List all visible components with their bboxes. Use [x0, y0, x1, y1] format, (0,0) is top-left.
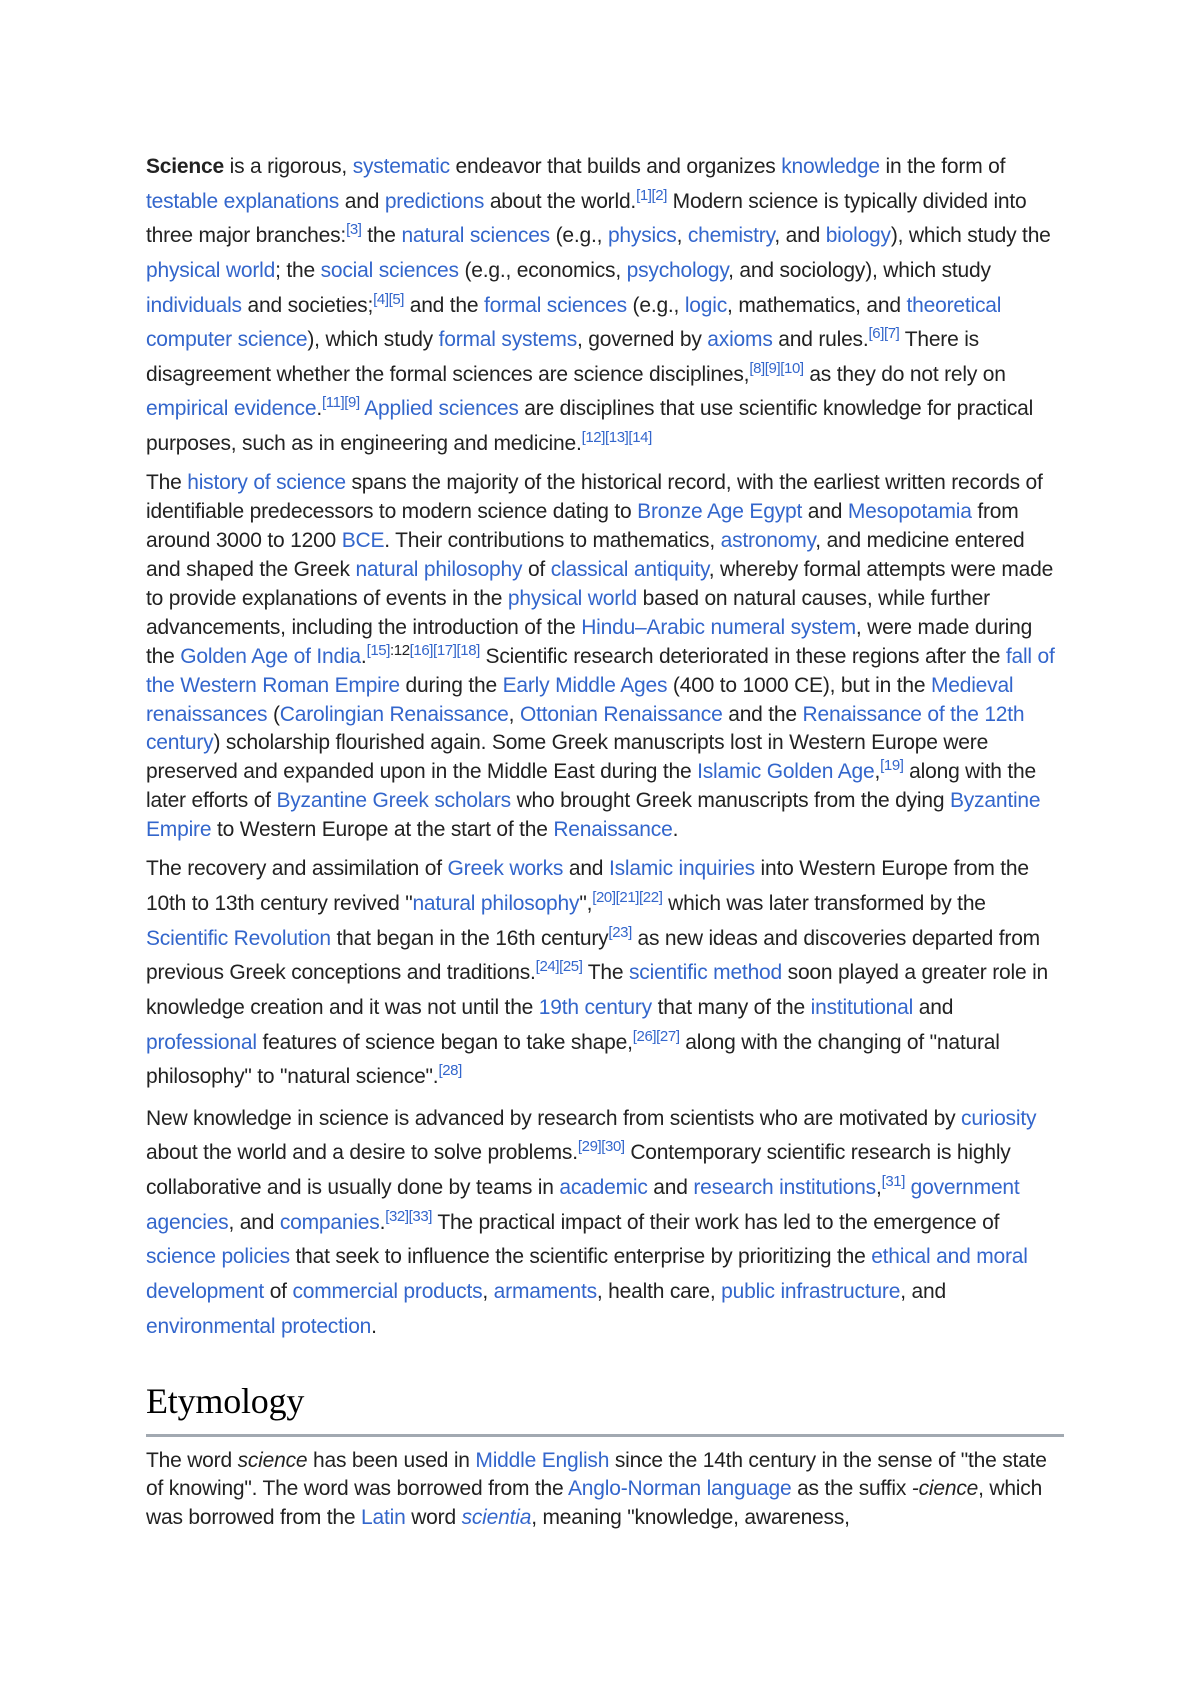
- text-run: , and: [900, 1280, 946, 1304]
- link-institutional[interactable]: institutional: [810, 995, 914, 1019]
- text-run: .: [316, 397, 322, 421]
- link-latin[interactable]: Latin: [361, 1506, 406, 1530]
- link-applied-sciences[interactable]: Applied sciences: [364, 397, 519, 421]
- link-anglo-norman-language[interactable]: Anglo-Norman language: [567, 1477, 792, 1501]
- link-professional[interactable]: professional: [146, 1030, 257, 1054]
- link-axioms[interactable]: axioms: [707, 328, 773, 352]
- link-byzantine-greek-scholars[interactable]: Byzantine Greek scholars: [276, 789, 511, 813]
- text-run: ,: [676, 224, 688, 248]
- link-commercial-products[interactable]: commercial products: [292, 1280, 483, 1304]
- link-biology[interactable]: biology: [825, 224, 891, 248]
- link-psychology[interactable]: psychology: [626, 258, 729, 282]
- text-run: endeavor that builds and organizes: [449, 155, 782, 178]
- article-intro: [146, 150, 1064, 1344]
- citation-ref[interactable]: [11][9]: [321, 394, 360, 412]
- citation-ref[interactable]: [4][5]: [373, 290, 405, 308]
- link-social-sciences[interactable]: social sciences: [320, 258, 459, 282]
- citation-ref[interactable]: [367, 642, 410, 659]
- text-run: (400 to 1000 CE), but in the: [667, 673, 931, 697]
- italic-term: science: [237, 1448, 308, 1472]
- link-physics[interactable]: physics: [607, 224, 677, 248]
- link-classical-antiquity[interactable]: classical antiquity: [550, 557, 709, 581]
- text-run: There is disagreement whether the formal sciences are science disciplines,: [146, 328, 979, 386]
- text-run: (e.g., economics,: [458, 258, 627, 282]
- lead-term: Science: [146, 155, 224, 178]
- text-run: into Western Europe from the 10th to 13th century revived ": [146, 857, 1029, 915]
- citation-ref[interactable]: [19]: [880, 757, 904, 775]
- text-run: (e.g.,: [550, 224, 608, 248]
- text-run: about the world and a desire to solve problems.: [146, 1141, 578, 1165]
- text-run: The: [582, 961, 629, 985]
- text-run: and: [913, 995, 954, 1019]
- link-history-of-science[interactable]: history of science: [187, 470, 346, 494]
- paragraph-p1: [146, 150, 1064, 462]
- citation-ref[interactable]: [26][27]: [632, 1027, 680, 1045]
- link-early-middle-ages[interactable]: Early Middle Ages: [502, 673, 668, 697]
- text-run: .: [379, 1210, 386, 1234]
- citation-ref-number[interactable]: [15]: [366, 641, 390, 659]
- text-run: , and: [774, 224, 826, 248]
- text-run: The practical impact of their work has led to the emergence of: [432, 1210, 1000, 1234]
- text-run: , governed by: [577, 328, 708, 352]
- text-run: Contemporary scientific research is highly collaborative and is usually done by teams in: [146, 1141, 1011, 1200]
- link-golden-age-of-india[interactable]: Golden Age of India: [180, 644, 361, 668]
- text-run: ) scholarship flourished again. Some Greek manuscripts lost in Western Europe were preserved and expanded upon in the Middle East during the: [146, 731, 989, 784]
- link-islamic-golden-age[interactable]: Islamic Golden Age: [697, 760, 875, 784]
- link-physical-world[interactable]: physical world: [507, 586, 637, 610]
- citation-ref[interactable]: [16][17][18]: [409, 641, 480, 659]
- link-environmental-protection[interactable]: environmental protection: [146, 1314, 372, 1338]
- link-islamic-inquiries[interactable]: Islamic inquiries: [608, 857, 755, 881]
- citation-ref[interactable]: [32][33]: [385, 1207, 433, 1225]
- citation-ref[interactable]: [3]: [346, 221, 362, 239]
- text-run: and the: [722, 702, 803, 726]
- text-run: features of science began to take shape,: [256, 1030, 633, 1054]
- text-run: spans the majority of the historical record, with the earliest written records of identifiable predecessors to modern science dating to: [146, 470, 1043, 523]
- text-run: .: [672, 818, 679, 842]
- link-natural-philosophy[interactable]: natural philosophy: [355, 557, 523, 581]
- link-ottonian-renaissance[interactable]: Ottonian Renaissance: [519, 702, 723, 726]
- text-run: is a rigorous,: [224, 155, 353, 178]
- paragraph-p3: [146, 852, 1064, 1094]
- paragraph-p4: [146, 1102, 1064, 1344]
- link-formal-systems[interactable]: formal systems: [438, 328, 577, 352]
- citation-ref[interactable]: [23]: [608, 923, 632, 941]
- text-run: ), which study the: [890, 224, 1051, 248]
- link-research-institutions[interactable]: research institutions: [693, 1176, 876, 1200]
- text-run: and the: [404, 293, 485, 317]
- link-renaissance[interactable]: Renaissance: [553, 818, 673, 842]
- text-run: The recovery and assimilation of: [146, 857, 448, 881]
- section-etymology: [146, 1380, 1064, 1533]
- link-hindu-arabic-numeral-system[interactable]: Hindu–Arabic numeral system: [581, 615, 856, 639]
- text-run: that many of the: [651, 995, 811, 1019]
- text-run: . Their contributions to mathematics,: [384, 528, 721, 552]
- link-armaments[interactable]: armaments: [493, 1280, 597, 1304]
- link-medieval-renaissances[interactable]: Medieval renaissances: [146, 673, 1014, 726]
- link-renaissance-of-the-12th-century[interactable]: Renaissance of the 12th century: [146, 702, 1025, 755]
- text-run: , and medicine entered and shaped the Greek: [146, 528, 1025, 581]
- text-run: ,: [482, 1280, 494, 1304]
- link-science-policies[interactable]: science policies: [146, 1245, 290, 1269]
- text-run: as new ideas and discoveries departed from previous Greek conceptions and traditions.: [146, 926, 1040, 985]
- text-run: and: [339, 189, 385, 213]
- text-run: Scientific research deteriorated in these regions after the: [479, 644, 1006, 668]
- text-run: who brought Greek manuscripts from the dying: [510, 789, 950, 813]
- text-run: word: [405, 1506, 462, 1530]
- text-run: from around 3000 to 1200: [146, 499, 1019, 552]
- text-run: about the world.: [484, 189, 637, 213]
- text-run: ,: [508, 702, 520, 726]
- text-run: since the 14th century in the sense of "the state of knowing". The word was borrowed from the: [146, 1448, 1047, 1501]
- text-run: along with the changing of "natural philosophy" to "natural science".: [146, 1030, 1000, 1089]
- text-run: as they do not rely on: [803, 362, 1006, 386]
- citation-ref[interactable]: [12][13][14]: [581, 429, 652, 447]
- link-chemistry[interactable]: chemistry: [687, 224, 775, 248]
- link-government-agencies[interactable]: government agencies: [146, 1176, 1020, 1234]
- link-formal-sciences[interactable]: formal sciences: [484, 293, 627, 317]
- citation-ref[interactable]: [28]: [438, 1062, 462, 1080]
- text-run: of: [522, 557, 551, 581]
- italic-term: -cience: [911, 1477, 979, 1501]
- text-run: soon played a greater role in knowledge creation and it was not until the: [146, 961, 1049, 1019]
- text-run: , and sociology), which study: [728, 258, 991, 282]
- link-scientific-method[interactable]: scientific method: [629, 961, 783, 985]
- text-run: during the: [399, 673, 503, 697]
- text-run: ,: [875, 1176, 882, 1200]
- text-run: The word: [146, 1448, 238, 1472]
- link-middle-english[interactable]: Middle English: [475, 1448, 610, 1472]
- text-run: , health care,: [596, 1280, 722, 1304]
- text-run: and: [802, 499, 848, 523]
- link-egypt[interactable]: Egypt: [749, 499, 803, 523]
- link-testable-explanations[interactable]: testable explanations: [146, 189, 340, 213]
- link-logic[interactable]: logic: [684, 293, 728, 317]
- text-run: (: [267, 702, 280, 726]
- link-scientific-revolution[interactable]: Scientific Revolution: [146, 926, 331, 950]
- citation-ref[interactable]: [8][9][10]: [749, 359, 804, 377]
- link-curiosity[interactable]: curiosity: [961, 1106, 1037, 1130]
- link-natural-philosophy[interactable]: natural philosophy: [412, 892, 580, 915]
- text-run: are disciplines that use scientific knowledge for practical purposes, such as in engineering and medicine.: [146, 397, 1034, 456]
- link-public-infrastructure[interactable]: public infrastructure: [721, 1280, 901, 1304]
- text-run: that seek to influence the scientific enterprise by prioritizing the: [289, 1245, 872, 1269]
- text-run: and: [647, 1176, 694, 1200]
- link-bronze-age[interactable]: Bronze Age: [637, 499, 744, 523]
- text-run: , which was borrowed from the: [146, 1477, 1043, 1530]
- text-run: and: [563, 857, 609, 881]
- text-run: that began in the 16th century: [330, 926, 609, 950]
- link-predictions[interactable]: predictions: [384, 189, 485, 213]
- text-run: of: [264, 1280, 293, 1304]
- link-carolingian-renaissance[interactable]: Carolingian Renaissance: [279, 702, 509, 726]
- citation-ref[interactable]: [24][25]: [535, 958, 583, 976]
- text-run: ,: [874, 760, 881, 784]
- article-body: [146, 150, 1064, 1540]
- section-heading-etymology: Etymology: [146, 1380, 1064, 1436]
- section-etymology-body: [146, 1447, 1064, 1534]
- link-ethical-and-moral-development[interactable]: ethical and moral development: [146, 1245, 1028, 1304]
- text-run: has been used in: [307, 1448, 476, 1472]
- text-run: and societies;: [241, 293, 374, 317]
- paragraph-p2: [146, 469, 1064, 846]
- text-run: along with the later efforts of: [146, 760, 1036, 813]
- text-run: which was later transformed by the: [662, 892, 986, 915]
- text-run: ), which study: [307, 328, 439, 352]
- link-academic[interactable]: academic: [559, 1176, 648, 1200]
- citation-ref[interactable]: [31]: [881, 1173, 905, 1191]
- link-19th-century[interactable]: 19th century: [538, 995, 652, 1019]
- citation-page-number: :12: [389, 641, 410, 659]
- link-scientia[interactable]: scientia: [461, 1506, 532, 1530]
- citation-ref[interactable]: [6][7]: [868, 325, 900, 343]
- link-empirical-evidence[interactable]: empirical evidence: [146, 397, 317, 421]
- text-run: the: [361, 224, 402, 248]
- text-run: as the suffix: [791, 1477, 912, 1501]
- link-theoretical-computer-science[interactable]: theoretical computer science: [146, 293, 1002, 352]
- text-run: and rules.: [772, 328, 869, 352]
- link-systematic[interactable]: systematic: [352, 155, 450, 178]
- text-run: , and: [228, 1210, 280, 1234]
- citation-ref[interactable]: [20][21][22]: [592, 889, 663, 906]
- text-run: , meaning "knowledge, awareness,: [531, 1506, 850, 1530]
- text-run: The: [146, 470, 188, 494]
- text-run: , mathematics, and: [727, 293, 907, 317]
- link-individuals[interactable]: individuals: [146, 293, 242, 317]
- text-run: (e.g.,: [626, 293, 685, 317]
- citation-ref[interactable]: [1][2]: [636, 186, 668, 204]
- citation-ref[interactable]: [29][30]: [577, 1138, 625, 1156]
- link-companies[interactable]: companies: [279, 1210, 380, 1234]
- text-run: based on natural causes, while further advancements, including the introduction of the: [146, 586, 990, 639]
- text-run: New knowledge in science is advanced by research from scientists who are motivated by: [146, 1106, 962, 1130]
- text-run: to Western Europe at the start of the: [211, 818, 554, 842]
- text-run: Modern science is typically divided into three major branches:: [146, 189, 1027, 248]
- link-mesopotamia[interactable]: Mesopotamia: [847, 499, 972, 523]
- text-run: .: [360, 644, 367, 668]
- text-run: ; the: [275, 258, 321, 282]
- link-physical-world[interactable]: physical world: [146, 258, 276, 282]
- text-run: , whereby formal attempts were made to provide explanations of events in the: [146, 557, 1054, 610]
- link-byzantine-empire[interactable]: Byzantine Empire: [146, 789, 1041, 842]
- link-fall-of-the-western-roman-empire[interactable]: fall of the Western Roman Empire: [146, 644, 1055, 697]
- link-astronomy[interactable]: astronomy: [720, 528, 816, 552]
- paragraph-p5: [146, 1447, 1064, 1534]
- link-bce[interactable]: BCE: [341, 528, 385, 552]
- text-run: ",: [579, 892, 593, 915]
- text-run: .: [371, 1314, 377, 1338]
- link-greek-works[interactable]: Greek works: [447, 857, 564, 881]
- link-knowledge[interactable]: knowledge: [781, 155, 880, 178]
- text-run: , were made during the: [146, 615, 1033, 668]
- link-natural-sciences[interactable]: natural sciences: [401, 224, 550, 248]
- text-run: in the form of: [879, 155, 1006, 178]
